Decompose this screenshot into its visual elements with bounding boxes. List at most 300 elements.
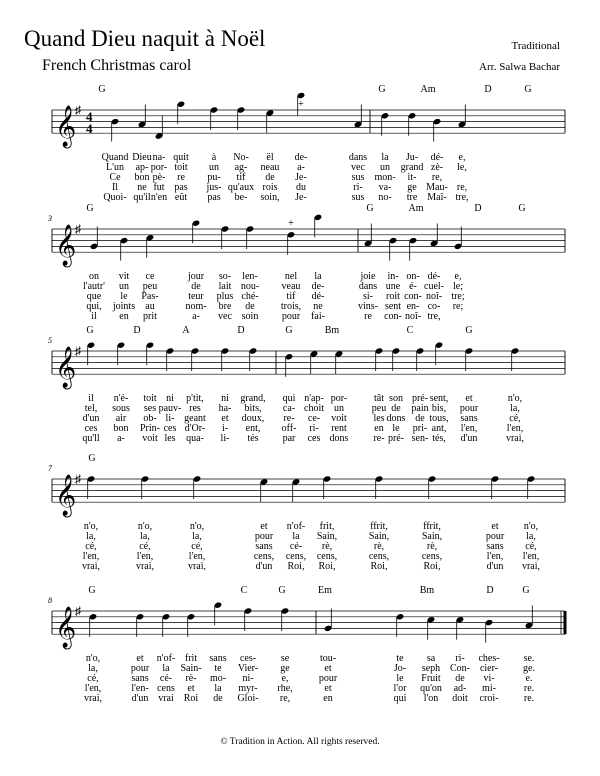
lyric-syllable: pour [130, 663, 150, 674]
lyric-syllable: ge. [523, 663, 535, 674]
lyric-syllable: la [381, 152, 389, 163]
lyric-syllable: pour [254, 531, 274, 542]
lyric-syllable: frit, [319, 521, 335, 532]
lyric-syllable: mon- [374, 172, 396, 183]
lyric-syllable: be- [234, 192, 248, 203]
lyric-syllable: re [177, 172, 185, 183]
lyric-syllable: ad- [453, 683, 467, 694]
chord-symbol: Am [408, 203, 424, 214]
lyric-syllable: ni- [242, 673, 254, 684]
lyric-syllable: d'un [460, 433, 478, 444]
lyric-syllable: cé- [159, 673, 173, 684]
lyric-syllable: peu [371, 403, 387, 414]
lyric-syllable: tou- [319, 653, 337, 664]
chord-symbol: D [133, 325, 141, 336]
chord-symbol: G [86, 325, 94, 336]
lyric-syllable: Pas- [141, 291, 159, 302]
lyric-syllable: qu'on [420, 683, 442, 694]
lyric-syllable: jus- [206, 182, 222, 193]
lyric-syllable: ché- [241, 291, 259, 302]
lyric-syllable: n'o, [523, 521, 539, 532]
lyric-syllable: a- [192, 311, 200, 322]
lyric-syllable: toit [174, 162, 188, 173]
lyric-syllable: la, [140, 531, 150, 542]
lyric-syllable: de [415, 413, 425, 424]
lyric-syllable: Mau- [426, 182, 448, 193]
lyric-syllable: te [214, 663, 222, 674]
chord-symbol: G [278, 585, 286, 596]
lyric-syllable: Roi, [423, 561, 441, 572]
lyric-syllable: por- [330, 393, 348, 404]
lyric-syllable: mi- [482, 683, 496, 694]
lyric-syllable: pain [411, 403, 429, 414]
lyric-syllable: re, [279, 693, 291, 704]
lyric-syllable: é- [409, 281, 417, 292]
lyric-syllable: vins- [358, 301, 378, 312]
lyric-syllable: li- [220, 433, 230, 444]
lyric-syllable: il [88, 393, 94, 404]
lyric-syllable: e, [458, 152, 466, 163]
lyric-syllable: rè, [321, 541, 333, 552]
lyric-syllable: l'en, [522, 551, 540, 562]
treble-clef-icon: 𝄞 [55, 607, 77, 648]
lyric-syllable: rhe, [277, 683, 293, 694]
lyric-syllable: un [380, 162, 390, 173]
chord-symbol: Em [318, 585, 332, 596]
lyric-syllable: Quand [101, 152, 129, 163]
treble-clef-icon: 𝄞 [55, 347, 77, 388]
lyric-syllable: cé- [289, 541, 303, 552]
lyric-syllable: zè- [430, 162, 444, 173]
lyric-syllable: vit [118, 271, 130, 282]
lyric-syllable: cens, [421, 551, 443, 562]
sharp-icon: ♯ [75, 604, 81, 618]
chord-symbol: D [474, 203, 482, 214]
lyric-syllable: myr- [238, 683, 258, 694]
lyric-syllable: tif [286, 291, 296, 302]
chord-symbol: D [484, 84, 492, 95]
lyric-syllable: air [115, 413, 127, 424]
lyric-syllable: dé- [311, 291, 325, 302]
lyric-syllable: va- [378, 182, 392, 193]
lyric-syllable: les [164, 433, 176, 444]
lyric-syllable: Prin- [140, 423, 160, 434]
lyric-syllable: la [292, 531, 300, 542]
lyric-syllable: ses [143, 403, 157, 414]
lyric-syllable: sus [351, 192, 365, 203]
lyric-syllable: dons [386, 413, 406, 424]
lyric-syllable: ri- [353, 182, 363, 193]
lyric-syllable: Sain- [180, 663, 202, 674]
chord-symbol: D [486, 585, 494, 596]
chord-symbol: Bm [324, 325, 340, 336]
treble-clef-icon: 𝄞 [55, 475, 77, 516]
lyric-syllable: cens, [285, 551, 307, 562]
lyric-syllable: vrai, [505, 433, 525, 444]
lyric-syllable: i- [221, 423, 229, 434]
lyric-syllable: ne [137, 182, 147, 193]
lyric-syllable: res [189, 403, 201, 414]
lyric-syllable: de [245, 301, 255, 312]
lyric-syllable: dans [348, 152, 368, 163]
chord-symbol: G [522, 585, 530, 596]
lyric-syllable: sans [255, 541, 273, 552]
lyric-syllable: un [119, 281, 129, 292]
lyric-syllable: de [391, 403, 401, 414]
chord-symbol: G [465, 325, 473, 336]
lyric-syllable: Je- [295, 172, 307, 183]
lyric-syllable: qu'll [82, 433, 100, 444]
lyric-syllable: pour [281, 311, 301, 322]
lyric-syllable: le [396, 673, 404, 684]
lyric-syllable: sa [426, 653, 436, 664]
lyric-syllable: pu- [207, 172, 221, 183]
lyric-syllable: Con- [450, 663, 470, 674]
lyric-syllable: bits, [244, 403, 262, 414]
lyric-syllable: qu'aux [227, 182, 255, 193]
lyric-syllable: vec [351, 162, 365, 173]
lyric-syllable: de [455, 673, 465, 684]
chord-symbol: C [406, 325, 414, 336]
sharp-icon: ♯ [75, 222, 81, 236]
lyric-syllable: cens [157, 683, 175, 694]
lyric-syllable: un [334, 403, 344, 414]
lyric-syllable: le [120, 291, 128, 302]
lyric-syllable: ri- [455, 653, 465, 664]
lyric-syllable: l'en, [506, 423, 524, 434]
lyric-syllable: l'en, [84, 683, 102, 694]
lyric-syllable: n'of- [286, 521, 306, 532]
chord-symbol: G [86, 203, 94, 214]
lyric-syllable: ches- [478, 653, 500, 664]
lyric-syllable: ag- [234, 162, 248, 173]
accent-mark-icon: + [298, 99, 304, 110]
lyric-syllable: it- [407, 172, 417, 183]
lyric-syllable: et [260, 521, 268, 532]
lyric-syllable: n'o, [85, 653, 101, 664]
song-subtitle: French Christmas carol [42, 57, 192, 74]
lyric-syllable: cé, [509, 413, 521, 424]
lyric-syllable: son [389, 393, 403, 404]
lyric-syllable: doux, [241, 413, 265, 424]
lyric-syllable: tre, [427, 311, 441, 322]
lyric-syllable: l'or [393, 683, 407, 694]
lyric-syllable: en [323, 693, 333, 704]
lyric-syllable: qu'il [133, 192, 151, 203]
accent-mark-icon: + [436, 340, 442, 351]
lyric-syllable: croi- [479, 693, 499, 704]
lyric-syllable: li- [165, 413, 175, 424]
lyric-syllable: tre [406, 192, 418, 203]
lyric-syllable: toit [143, 393, 157, 404]
lyric-syllable: n'en [150, 192, 168, 203]
lyric-syllable: cens, [368, 551, 390, 562]
lyric-syllable: qui [393, 693, 407, 704]
lyric-syllable: Roi, [318, 561, 336, 572]
lyric-syllable: les [373, 413, 385, 424]
chord-symbol: G [88, 585, 96, 596]
lyric-syllable: qui, [86, 301, 102, 312]
lyric-syllable: par [282, 433, 296, 444]
lyric-syllable: ri- [309, 423, 319, 434]
lyric-syllable: la, [510, 403, 520, 414]
lyric-syllable: seph [421, 663, 441, 674]
lyric-syllable: tés, [432, 433, 446, 444]
lyric-syllable: na- [152, 152, 166, 163]
chord-symbol: Bm [419, 585, 435, 596]
lyric-syllable: cé, [191, 541, 203, 552]
lyric-syllable: la, [88, 663, 98, 674]
lyric-syllable: grand [400, 162, 424, 173]
lyric-syllable: doit [452, 693, 468, 704]
measure-number: 3 [48, 214, 52, 223]
lyric-syllable: la, [192, 531, 202, 542]
lyric-syllable: lait [218, 281, 232, 292]
lyric-syllable: re- [283, 413, 295, 424]
lyric-syllable: L'un [106, 162, 124, 173]
chord-symbol: C [240, 585, 248, 596]
lyric-syllable: n'é- [113, 393, 129, 404]
time-signature-denominator: 4 [86, 121, 93, 136]
lyric-syllable: pré- [411, 393, 429, 404]
lyric-syllable: d'un [82, 413, 100, 424]
lyric-syllable: re. [523, 693, 535, 704]
lyric-syllable: ce [145, 271, 155, 282]
measure-number: 7 [48, 464, 52, 473]
sharp-icon: ♯ [75, 472, 81, 486]
song-title: Quand Dieu naquit à Noël [24, 26, 266, 51]
lyric-syllable: pour [485, 531, 505, 542]
measure-number: 8 [48, 596, 52, 605]
lyric-syllable: sus [351, 172, 365, 183]
lyric-syllable: fut [153, 182, 165, 193]
lyric-syllable: Ce [109, 172, 121, 183]
arranger-credit: Arr. Salwa Bachar [479, 61, 560, 73]
lyric-syllable: en [119, 311, 129, 322]
lyric-syllable: ël [266, 152, 274, 163]
lyric-syllable: peu [142, 281, 158, 292]
lyric-syllable: nel [284, 271, 298, 282]
lyric-syllable: tif [236, 172, 246, 183]
lyric-syllable: Maî- [427, 192, 447, 203]
lyric-syllable: de- [311, 281, 325, 292]
lyric-syllable: rois [262, 182, 278, 193]
lyric-syllable: a- [297, 162, 305, 173]
lyric-syllable: n'o, [83, 521, 99, 532]
lyric-syllable: sen- [411, 433, 429, 444]
lyric-syllable: re; [452, 301, 464, 312]
chord-symbol: G [88, 453, 96, 464]
lyric-syllable: sous [112, 403, 130, 414]
lyric-syllable: Jo- [393, 663, 407, 674]
lyric-syllable: d'un [255, 561, 273, 572]
lyric-syllable: pour [318, 673, 338, 684]
lyric-syllable: mo- [209, 673, 227, 684]
lyric-syllable: pri- [412, 423, 428, 434]
lyric-syllable: ne [313, 301, 323, 312]
lyric-syllable: vrai, [187, 561, 207, 572]
lyric-syllable: n'o, [189, 521, 205, 532]
lyric-syllable: l'en, [460, 423, 478, 434]
chord-symbol: D [237, 325, 245, 336]
lyric-syllable: re- [373, 433, 385, 444]
lyric-syllable: vrai, [521, 561, 541, 572]
lyric-syllable: Je- [295, 192, 307, 203]
lyric-syllable: se. [523, 653, 535, 664]
chord-symbol: Am [420, 84, 436, 95]
lyric-syllable: cier- [479, 663, 499, 674]
lyric-syllable: n'of- [156, 653, 176, 664]
lyric-syllable: noî- [425, 291, 443, 302]
lyric-syllable: une [385, 281, 401, 292]
lyric-syllable: nom- [185, 301, 207, 312]
lyric-syllable: re, [431, 172, 443, 183]
chord-symbol: A [182, 325, 190, 336]
time-signature-numerator: 4 [86, 109, 93, 124]
chord-symbol: G [366, 203, 374, 214]
lyric-syllable: Sain, [316, 531, 338, 542]
lyric-syllable: la, [86, 531, 96, 542]
lyric-syllable: ob- [143, 413, 157, 424]
lyric-syllable: qui [282, 393, 296, 404]
treble-clef-icon: 𝄞 [55, 225, 77, 266]
lyric-syllable: rè, [373, 541, 385, 552]
lyric-syllable: ce- [307, 413, 321, 424]
lyric-syllable: que [86, 291, 102, 302]
sharp-icon: ♯ [75, 344, 81, 358]
lyric-syllable: ge [407, 182, 417, 193]
lyric-syllable: en- [406, 301, 420, 312]
lyric-syllable: tel, [84, 403, 98, 414]
lyric-syllable: neau [260, 162, 280, 173]
lyric-syllable: ni [166, 393, 174, 404]
lyric-syllable: cé, [525, 541, 537, 552]
lyric-syllable: eût [174, 192, 188, 203]
lyric-syllable: pè- [152, 172, 166, 183]
lyric-syllable: Roi, [370, 561, 388, 572]
lyric-syllable: l'en, [188, 551, 206, 562]
lyric-syllable: vec [218, 311, 232, 322]
lyric-syllable: on- [406, 271, 420, 282]
lyric-syllable: se [280, 653, 290, 664]
lyric-syllable: cuel- [424, 281, 444, 292]
lyric-syllable: bon [134, 172, 150, 183]
lyric-syllable: Roi, [287, 561, 305, 572]
lyric-syllable: ca- [282, 403, 296, 414]
lyric-syllable: d'un [486, 561, 504, 572]
lyric-syllable: dé- [427, 271, 441, 282]
lyric-syllable: bis, [431, 403, 447, 414]
lyric-syllable: plus [216, 291, 234, 302]
lyric-syllable: pas [174, 182, 188, 193]
lyric-syllable: Vier- [237, 663, 259, 674]
sharp-icon: ♯ [75, 103, 81, 117]
lyric-syllable: Il [111, 182, 119, 193]
lyric-syllable: ces [307, 433, 321, 444]
lyric-syllable: l'en- [131, 683, 149, 694]
lyric-syllable: sent, [429, 393, 449, 404]
lyric-syllable: ni [221, 393, 229, 404]
lyric-syllable: ces- [239, 653, 257, 664]
lyric-syllable: ffrit, [423, 521, 441, 532]
lyric-syllable: de [265, 172, 275, 183]
lyric-syllable: soin [241, 311, 259, 322]
lyric-syllable: et [491, 521, 499, 532]
lyric-syllable: roit [386, 291, 400, 302]
chord-symbol: G [524, 84, 532, 95]
lyric-syllable: dans [358, 281, 378, 292]
lyric-syllable: le, [457, 162, 467, 173]
lyric-syllable: con- [404, 291, 422, 302]
lyric-syllable: Ju- [405, 152, 419, 163]
lyric-syllable: ap- [135, 162, 149, 173]
chord-symbol: G [285, 325, 293, 336]
lyric-syllable: geant [184, 413, 206, 424]
accent-mark-icon: + [288, 218, 294, 229]
lyric-syllable: bon [113, 423, 129, 434]
copyright-footer: © Tradition in Action. All rights reserved. [220, 737, 380, 747]
lyric-syllable: jour [187, 271, 205, 282]
lyric-syllable: tât [374, 393, 384, 404]
lyric-syllable: l'en, [82, 551, 100, 562]
lyric-syllable: frit [184, 653, 198, 664]
lyric-syllable: n'o, [137, 521, 153, 532]
lyric-syllable: fai- [311, 311, 325, 322]
lyric-syllable: Gloi- [237, 693, 259, 704]
composer-credit: Traditional [511, 40, 560, 52]
lyric-syllable: en [374, 423, 384, 434]
lyric-syllable: la [314, 271, 322, 282]
lyric-syllable: le [392, 423, 400, 434]
lyric-syllable: du [296, 182, 306, 193]
lyric-syllable: si- [363, 291, 373, 302]
lyric-syllable: joie [360, 271, 376, 282]
lyric-syllable: ffrit, [370, 521, 388, 532]
lyric-syllable: grand, [240, 393, 266, 404]
lyric-syllable: n'o, [507, 393, 523, 404]
lyric-syllable: l'en, [136, 551, 154, 562]
lyric-syllable: pour [459, 403, 479, 414]
lyric-syllable: un [209, 162, 219, 173]
lyric-syllable: ces [84, 423, 98, 434]
lyric-syllable: re, [456, 182, 468, 193]
treble-clef-icon: 𝄞 [55, 106, 77, 147]
lyric-syllable: veau [281, 281, 301, 292]
lyric-syllable: et [136, 653, 144, 664]
lyric-syllable: cé, [139, 541, 151, 552]
lyric-syllable: no- [378, 192, 392, 203]
lyric-syllable: d'un [131, 693, 149, 704]
lyric-syllable: tous, [429, 413, 449, 424]
lyric-syllable: la [162, 663, 170, 674]
chord-symbol: G [378, 84, 386, 95]
lyric-syllable: l'en, [486, 551, 504, 562]
lyric-syllable: so- [218, 271, 232, 282]
lyric-syllable: cé, [87, 673, 99, 684]
lyric-syllable: et [324, 683, 332, 694]
lyric-syllable: la, [526, 531, 536, 542]
lyric-syllable: p'tit, [186, 393, 204, 404]
lyric-syllable: rent [331, 423, 347, 434]
lyric-syllable: te [396, 653, 404, 664]
lyric-syllable: quit [173, 152, 189, 163]
lyric-syllable: Dieu [132, 152, 152, 163]
lyric-syllable: No- [233, 152, 249, 163]
lyric-syllable: sent [384, 301, 402, 312]
lyric-syllable: choit [304, 403, 324, 414]
lyric-syllable: on [89, 271, 99, 282]
lyric-syllable: ent, [245, 423, 261, 434]
